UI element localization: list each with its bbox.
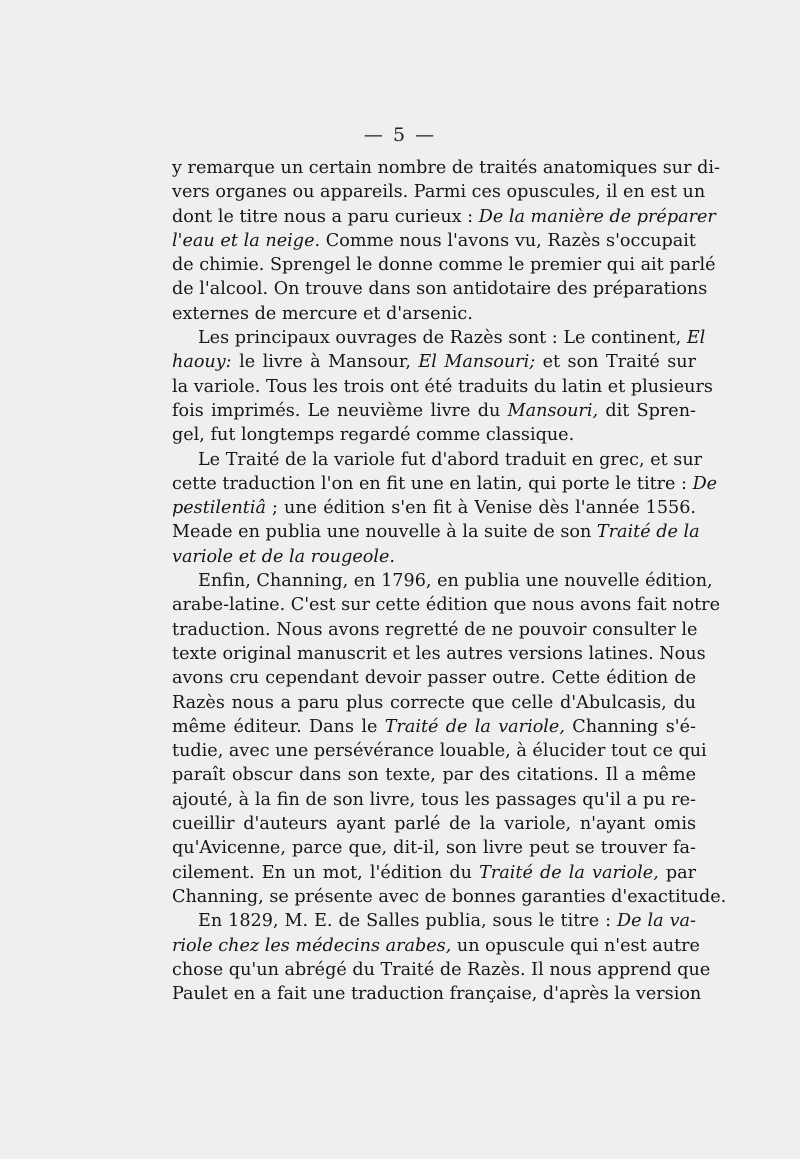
- text-line: [172, 788, 696, 812]
- text-line: [172, 739, 707, 763]
- text-run: la variole. Tous les trois ont été traduits du latin et plusieurs: [172, 376, 713, 397]
- text-run: chose qu'un abrégé du Traité de Razès. Il nous apprend que: [172, 959, 711, 980]
- text-run: Comme nous l'avons vu, Razès s'occupait: [320, 230, 696, 251]
- text-line: [172, 302, 696, 326]
- text-run: avons cru cependant devoir passer outre. Cette édition de: [172, 668, 696, 689]
- paragraph: [172, 569, 727, 909]
- text-run: dit Spren-: [598, 400, 696, 421]
- italic-text-run: De la va-: [617, 911, 696, 932]
- text-run: gel, fut longtemps regardé comme classique.: [172, 425, 575, 446]
- page-number: — 5 —: [363, 124, 437, 146]
- text-line: [172, 812, 696, 836]
- text-line: [172, 156, 720, 180]
- text-run: En 1829, M. E. de Salles publia, sous le titre :: [198, 911, 618, 932]
- text-line: [172, 277, 708, 301]
- text-line: [172, 982, 702, 1006]
- text-run: de l'alcool. On trouve dans son antidotaire des préparations: [172, 279, 708, 300]
- italic-text-run: De la manière de préparer: [478, 206, 716, 227]
- text-run: Channing s'é-: [564, 716, 696, 737]
- text-run: et son Traité sur: [535, 352, 696, 373]
- text-line: [172, 618, 696, 642]
- text-run: vers organes ou appareils. Parmi ces opuscules, il en est un: [172, 182, 706, 203]
- paragraph: [172, 448, 718, 569]
- body-text: [172, 156, 727, 1006]
- text-line: [172, 253, 716, 277]
- italic-text-run: variole et de la rougeole.: [172, 546, 395, 567]
- text-line: [172, 520, 700, 544]
- text-run: qu'Avicenne, parce que, dit-il, son livre peut se trouver fa-: [172, 838, 696, 859]
- text-line: [172, 642, 706, 666]
- text-run: traduction. Nous avons regretté de ne pouvoir consulter le: [172, 619, 698, 640]
- italic-text-run: pestilentiâ: [172, 498, 266, 519]
- text-run: Le Traité de la variole fut d'abord traduit en grec, et sur: [198, 449, 703, 470]
- italic-text-run: El Mansouri;: [418, 352, 536, 373]
- italic-text-run: El: [686, 328, 706, 349]
- text-line: [172, 205, 716, 229]
- italic-text-run: haouy:: [172, 352, 232, 373]
- text-run: cette traduction l'on en fit une en latin, qui porte le titre :: [172, 473, 693, 494]
- text-run: Meade en publia une nouvelle à la suite de son: [172, 522, 597, 543]
- text-line: [172, 569, 713, 593]
- text-line: [172, 350, 696, 374]
- text-run: cueillir d'auteurs ayant parlé de la variole, n'ayant omis: [172, 814, 696, 835]
- italic-text-run: Mansouri,: [507, 400, 599, 421]
- paragraph: [172, 156, 720, 326]
- text-run: un opuscule qui n'est autre: [451, 935, 700, 956]
- text-line: [172, 958, 711, 982]
- text-run: Paulet en a fait une traduction française, d'après la version: [172, 984, 702, 1005]
- text-run: le livre à Mansour,: [231, 352, 419, 373]
- text-line: [172, 885, 727, 909]
- text-run: texte original manuscrit et les autres versions latines. Nous: [172, 643, 706, 664]
- text-line: [172, 909, 696, 933]
- text-line: [172, 229, 696, 253]
- text-run: externes de mercure et d'arsenic.: [172, 303, 473, 324]
- text-run: Razès nous a paru plus correcte que celle d'Abulcasis, du: [172, 692, 696, 713]
- text-line: [172, 861, 696, 885]
- paragraph: [172, 326, 713, 447]
- text-run: de chimie. Sprengel le donne comme le premier qui ait parlé: [172, 255, 716, 276]
- text-run: tudie, avec une persévérance louable, à élucider tout ce qui: [172, 741, 707, 762]
- italic-text-run: riole chez les médecins arabes,: [172, 935, 452, 956]
- text-line: [172, 836, 696, 860]
- text-run: arabe-latine. C'est sur cette édition que nous avons fait notre: [172, 595, 720, 616]
- text-line: [172, 375, 713, 399]
- text-line: [172, 593, 720, 617]
- text-run: dont le titre nous a paru curieux :: [172, 206, 479, 227]
- text-run: même éditeur. Dans le: [172, 716, 385, 737]
- italic-text-run: De: [692, 473, 718, 494]
- italic-text-run: Traité de la: [596, 522, 700, 543]
- italic-text-run: Traité de la variole,: [479, 862, 659, 883]
- text-run: Channing, se présente avec de bonnes garanties d'exactitude.: [172, 886, 727, 907]
- text-run: Les principaux ouvrages de Razès sont : Le continent,: [198, 328, 687, 349]
- text-line: [172, 399, 696, 423]
- text-run: paraît obscur dans son texte, par des citations. Il a même: [172, 765, 696, 786]
- text-run: ajouté, à la fin de son livre, tous les passages qu'il a pu re-: [172, 789, 696, 810]
- text-line: [172, 472, 718, 496]
- text-line: [172, 763, 696, 787]
- text-line: [172, 666, 696, 690]
- text-line: [172, 326, 706, 350]
- text-run: ; une édition s'en fit à Venise dès l'année 1556.: [265, 498, 696, 519]
- text-line: [172, 423, 696, 447]
- text-run: y remarque un certain nombre de traités anatomiques sur di-: [172, 158, 720, 178]
- text-line: [172, 496, 696, 520]
- text-line: [172, 180, 706, 204]
- text-line: [172, 715, 696, 739]
- paragraph: [172, 909, 711, 1006]
- text-run: fois imprimés. Le neuvième livre du: [172, 400, 508, 421]
- italic-text-run: l'eau et la neige.: [172, 230, 321, 251]
- text-run: Enfin, Channing, en 1796, en publia une nouvelle édition,: [198, 571, 713, 592]
- italic-text-run: Traité de la variole,: [384, 716, 565, 737]
- text-line: [172, 448, 703, 472]
- text-line: [172, 691, 696, 715]
- text-run: cilement. En un mot, l'édition du: [172, 862, 480, 883]
- text-line: [172, 934, 700, 958]
- text-line: [172, 545, 696, 569]
- text-run: par: [658, 862, 696, 883]
